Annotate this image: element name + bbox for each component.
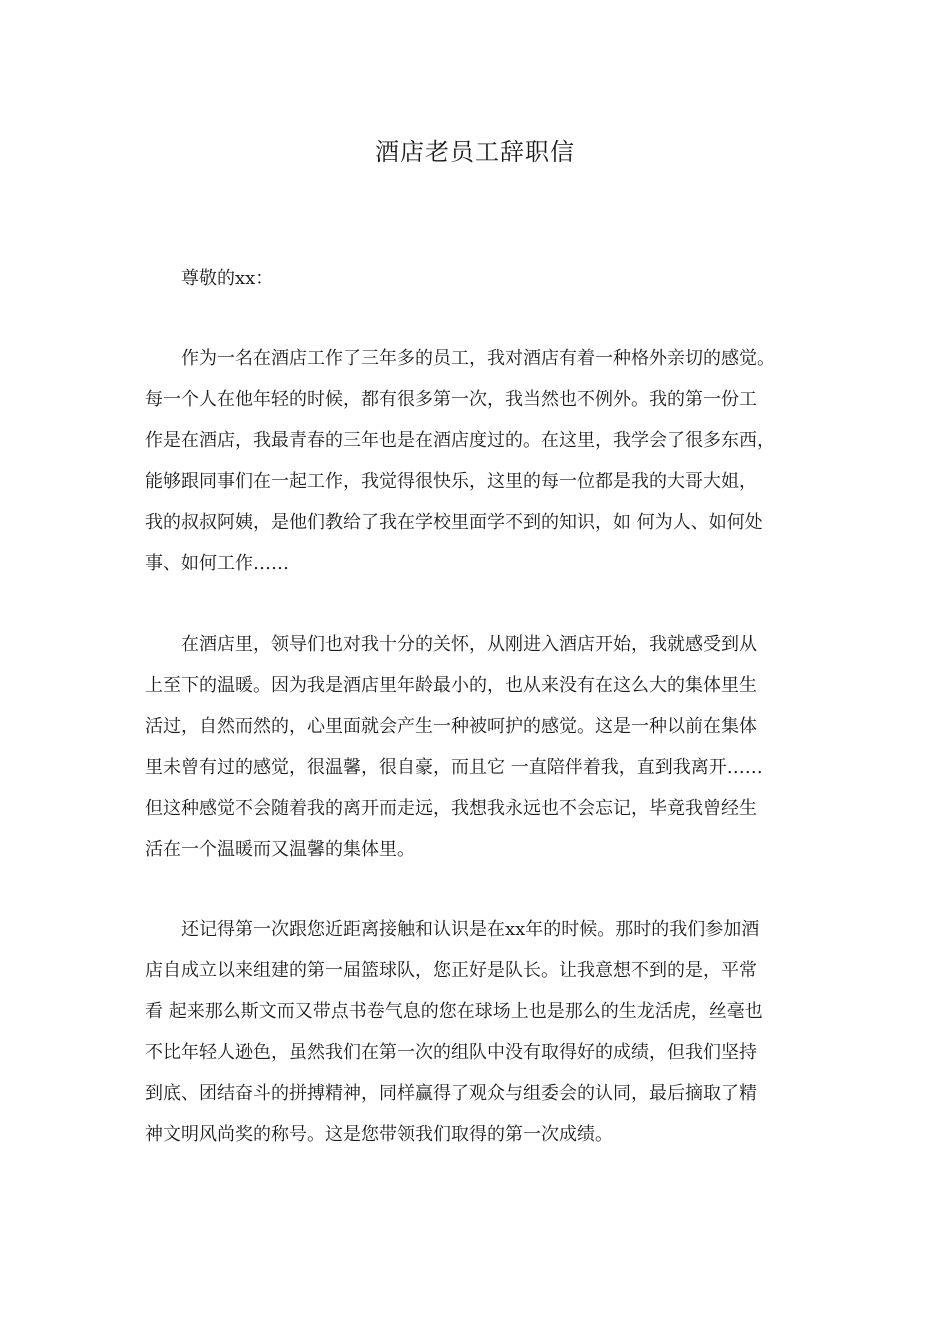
paragraph-line: 活在一个温暖而又温馨的集体里。: [145, 839, 415, 860]
paragraph-line: 活过，自然而然的，心里面就会产生一种被呵护的感觉。这是一种以前在集体: [145, 716, 757, 737]
paragraph-line: 上至下的温暖。因为我是酒店里年龄最小的，也从来没有在这么大的集体里生: [145, 675, 757, 696]
paragraph-line: 能够跟同事们在一起工作，我觉得很快乐，这里的每一位都是我的大哥大姐，: [145, 471, 757, 492]
paragraph-line: 作为一名在酒店工作了三年多的员工，我对酒店有着一种格外亲切的感觉。: [181, 348, 775, 369]
document-title: 酒店老员工辞职信: [375, 138, 575, 166]
paragraph-line: 作是在酒店，我最青春的三年也是在酒店度过的。在这里，我学会了很多东西，: [145, 430, 775, 451]
paragraph-line: 不比年轻人逊色，虽然我们在第一次的组队中没有取得好的成绩，但我们坚持: [145, 1042, 757, 1063]
paragraph-line: 神文明风尚奖的称号。这是您带领我们取得的第一次成绩。: [145, 1124, 613, 1145]
paragraph-1: [145, 338, 813, 584]
paragraph-line: 事、如何工作……: [145, 553, 289, 574]
paragraph-3: [145, 909, 813, 1155]
paragraph-line: 还记得第一次跟您近距离接触和认识是在xx年的时候。那时的我们参加酒: [181, 919, 760, 940]
paragraph-line: 看 起来那么斯文而又带点书卷气息的您在球场上也是那么的生龙活虎，丝毫也: [145, 1001, 763, 1022]
paragraph-line: 店自成立以来组建的第一届篮球队，您正好是队长。让我意想不到的是，平常: [145, 960, 757, 981]
paragraph-line: 到底、团结奋斗的拼搏精神，同样赢得了观众与组委会的认同，最后摘取了精: [145, 1083, 757, 1104]
paragraph-line: 每一个人在他年轻的时候，都有很多第一次，我当然也不例外。我的第一份工: [145, 389, 757, 410]
paragraph-line: 里未曾有过的感觉，很温馨，很自豪，而且它 一直陪伴着我，直到我离开……: [145, 757, 763, 778]
paragraph-2: [145, 624, 813, 870]
paragraph-line: 我的叔叔阿姨，是他们教给了我在学校里面学不到的知识，如 何为人、如何处: [145, 512, 763, 533]
paragraph-line: 但这种感觉不会随着我的离开而走远，我想我永远也不会忘记，毕竟我曾经生: [145, 798, 757, 819]
salutation: 尊敬的xx：: [181, 268, 274, 289]
paragraph-line: 在酒店里，领导们也对我十分的关怀，从刚进入酒店开始，我就感受到从: [181, 634, 757, 655]
